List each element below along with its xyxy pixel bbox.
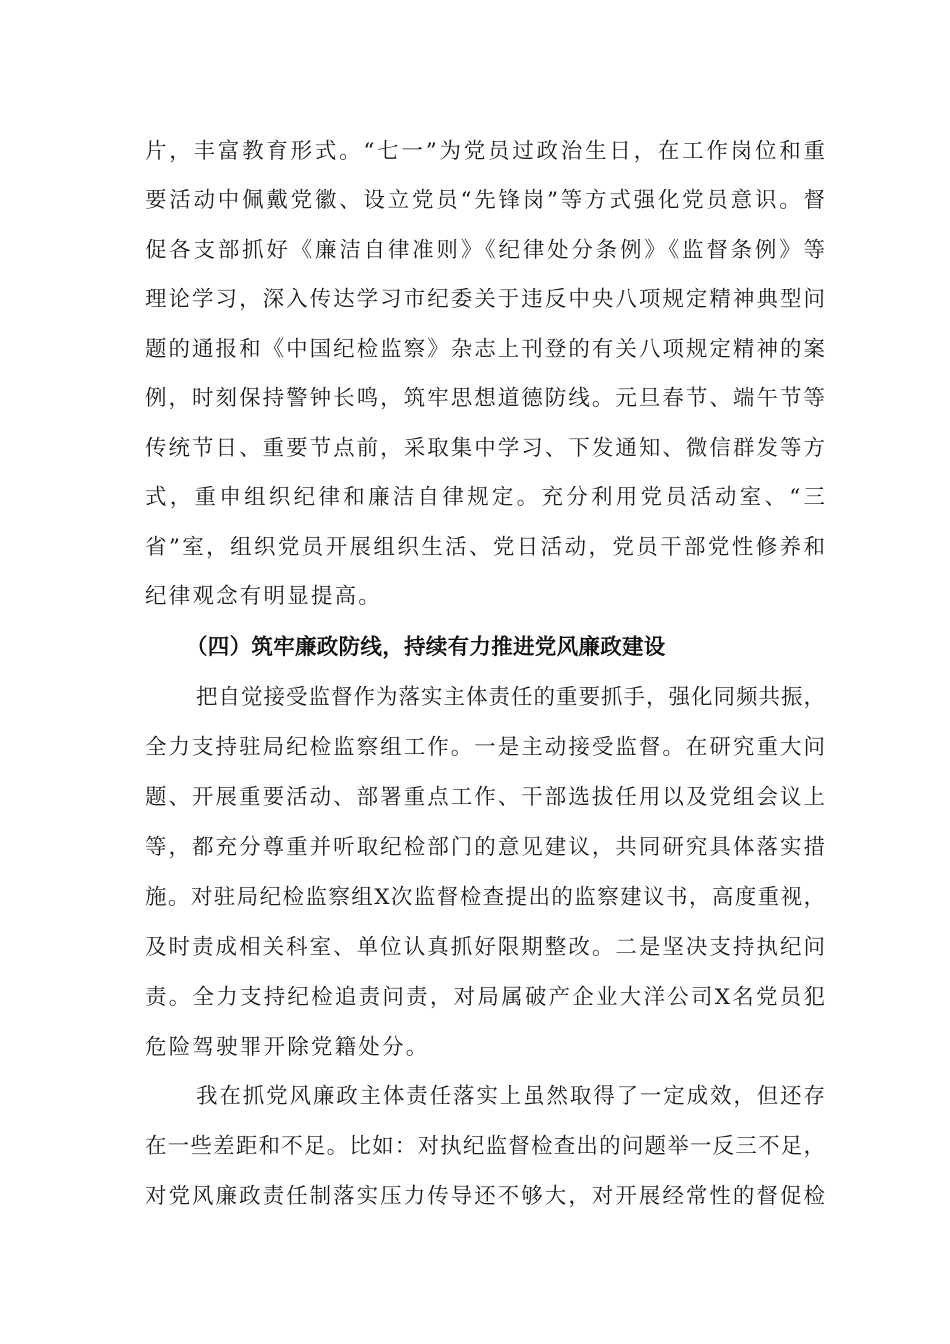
paragraph-line: 题、开展重要活动、部署重点工作、干部选拔任用以及党组会议上 bbox=[145, 785, 825, 810]
paragraph-line: 危险驾驶罪开除党籍处分。 bbox=[145, 1035, 430, 1060]
paragraph-line: 责。全力支持纪检追责问责，对局属破产企业大洋公司X名党员犯 bbox=[145, 985, 825, 1010]
paragraph-line: 全力支持驻局纪检监察组工作。一是主动接受监督。在研究重大问 bbox=[145, 735, 825, 760]
paragraph-line: 施。对驻局纪检监察组X次监督检查提出的监察建议书，高度重视， bbox=[145, 885, 825, 910]
paragraph-line: 我在抓党风廉政主体责任落实上虽然取得了一定成效，但还存 bbox=[196, 1084, 825, 1109]
paragraph-line: 促各支部抓好《廉洁自律准则》《纪律处分条例》《监督条例》等 bbox=[145, 238, 825, 263]
paragraph-line: 要活动中佩戴党徽、设立党员“先锋岗”等方式强化党员意识。督 bbox=[145, 188, 825, 213]
paragraph-line: 理论学习，深入传达学习市纪委关于违反中央八项规定精神典型问 bbox=[145, 287, 825, 312]
paragraph-line: 例，时刻保持警钟长鸣，筑牢思想道德防线。元旦春节、端午节等 bbox=[145, 386, 825, 411]
paragraph-line: 省”室，组织党员开展组织生活、党日活动，党员干部党性修养和 bbox=[145, 535, 825, 560]
paragraph-line: 片，丰富教育形式。“七一”为党员过政治生日，在工作岗位和重 bbox=[145, 139, 825, 164]
paragraph-line: 在一些差距和不足。比如：对执纪监督检查出的问题举一反三不足， bbox=[145, 1134, 825, 1159]
paragraph-line: 把自觉接受监督作为落实主体责任的重要抓手，强化同频共振， bbox=[196, 685, 825, 710]
paragraph-line: 纪律观念有明显提高。 bbox=[145, 584, 383, 609]
paragraph-line: 传统节日、重要节点前，采取集中学习、下发通知、微信群发等方 bbox=[145, 436, 825, 461]
paragraph-line: 对党风廉政责任制落实压力传导还不够大，对开展经常性的督促检 bbox=[145, 1184, 825, 1209]
section-heading: （四）筑牢廉政防线，持续有力推进党风廉政建设 bbox=[186, 635, 666, 660]
paragraph-line: 题的通报和《中国纪检监察》杂志上刊登的有关八项规定精神的案 bbox=[145, 337, 825, 362]
paragraph-line: 式，重申组织纪律和廉洁自律规定。充分利用党员活动室、“三 bbox=[145, 485, 825, 510]
paragraph-line: 等，都充分尊重并听取纪检部门的意见建议，共同研究具体落实措 bbox=[145, 835, 825, 860]
paragraph-line: 及时责成相关科室、单位认真抓好限期整改。二是坚决支持执纪问 bbox=[145, 935, 825, 960]
